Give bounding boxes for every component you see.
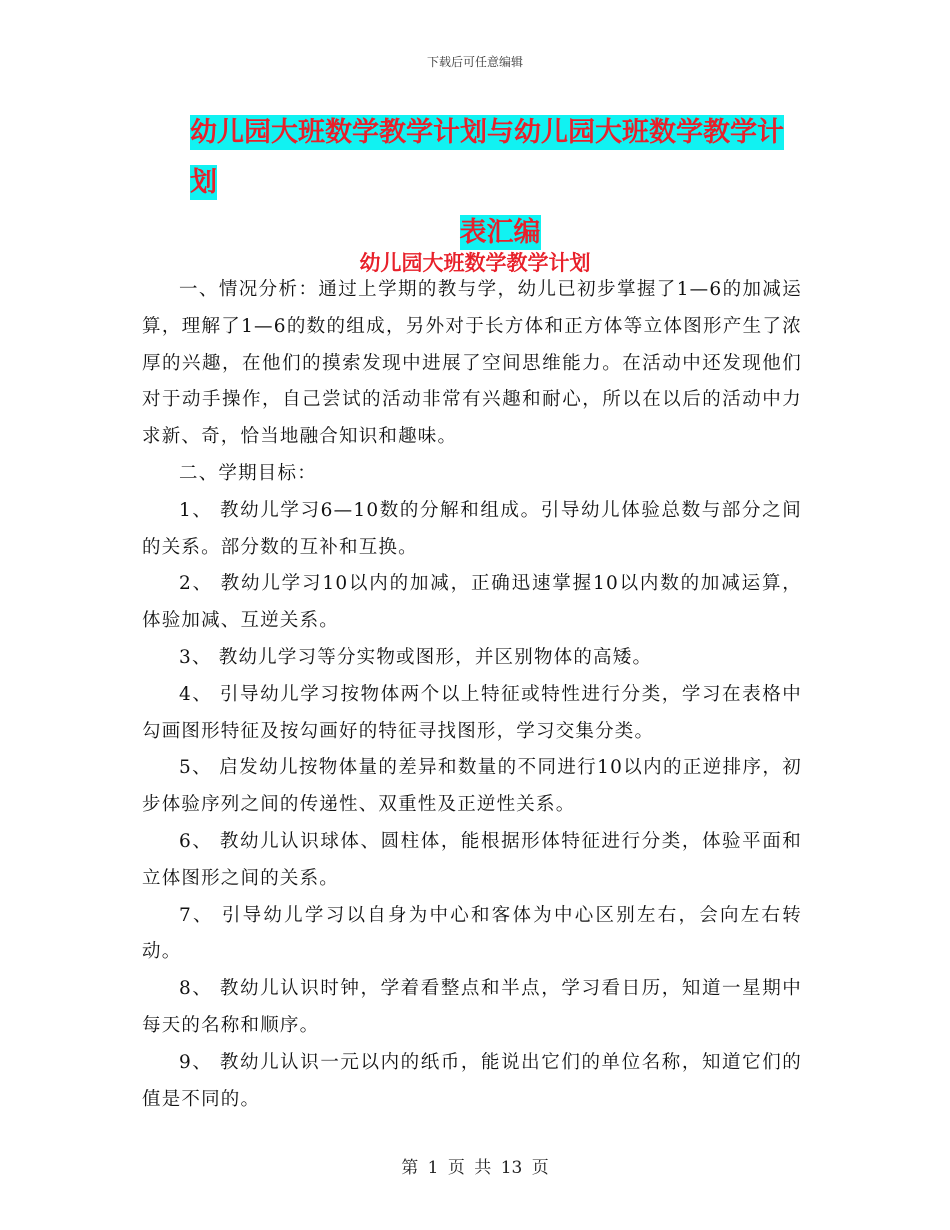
paragraph-goal-9: 9、 教幼儿认识一元以内的纸币，能说出它们的单位名称，知道它们的值是不同的。 [142, 1051, 802, 1110]
paragraph-goal-5: 5、 启发幼儿按物体量的差异和数量的不同进行10以内的正逆排序，初步体验序列之间的传递性、双重性及正逆性关系。 [142, 757, 802, 816]
paragraph-goal-1: 1、 教幼儿学习6—10数的分解和组成。引导幼儿体验总数与部分之间的关系。部分数的互补和互换。 [142, 499, 802, 558]
title-line-1: 幼儿园大班数学教学计划与幼儿园大班数学教学计划 [190, 117, 784, 198]
page-number-footer: 第 1 页 共 13 页 [401, 1158, 549, 1178]
paragraph-goal-4: 4、 引导幼儿学习按物体两个以上特征或特性进行分类，学习在表格中勾画图形特征及按勾画好的特征寻找图形，学习交集分类。 [142, 683, 802, 742]
document-title [190, 108, 810, 258]
paragraph-goal-2: 2、 教幼儿学习10以内的加减，正确迅速掌握10以内数的加减运算，体验加减、互逆关系。 [142, 573, 802, 632]
document-body [142, 272, 802, 1118]
section-title: 幼儿园大班数学教学计划 [359, 251, 591, 275]
paragraph-goal-8: 8、 教幼儿认识时钟，学着看整点和半点，学习看日历，知道一星期中每天的名称和顺序。 [142, 978, 802, 1036]
paragraph-goal-3: 3、 教幼儿学习等分实物或图形，并区别物体的高矮。 [179, 646, 653, 668]
paragraph-situation-analysis: 一、情况分析：通过上学期的教与学，幼儿已初步掌握了1—6的加减运算，理解了1—6的数的组成，另外对于长方体和正方体等立体图形产生了浓厚的兴趣，在他们的摸索发现中进展了空间思维能力。在活动中还发现他们对于动手操作，自己尝试的活动非常有兴趣和耐心，所以在以后的活动中力求新、奇，恰当地融合知识和趣味。 [142, 279, 802, 448]
header-note: 下载后可任意编辑 [426, 55, 523, 69]
title-line-2: 表汇编 [459, 217, 541, 248]
paragraph-goal-7: 7、 引导幼儿学习以自身为中心和客体为中心区别左右，会向左右转动。 [142, 904, 802, 963]
paragraph-goal-6: 6、 教幼儿认识球体、圆柱体，能根据形体特征进行分类，体验平面和立体图形之间的关系。 [142, 830, 802, 889]
paragraph-semester-goals-heading: 二、学期目标： [179, 462, 317, 484]
